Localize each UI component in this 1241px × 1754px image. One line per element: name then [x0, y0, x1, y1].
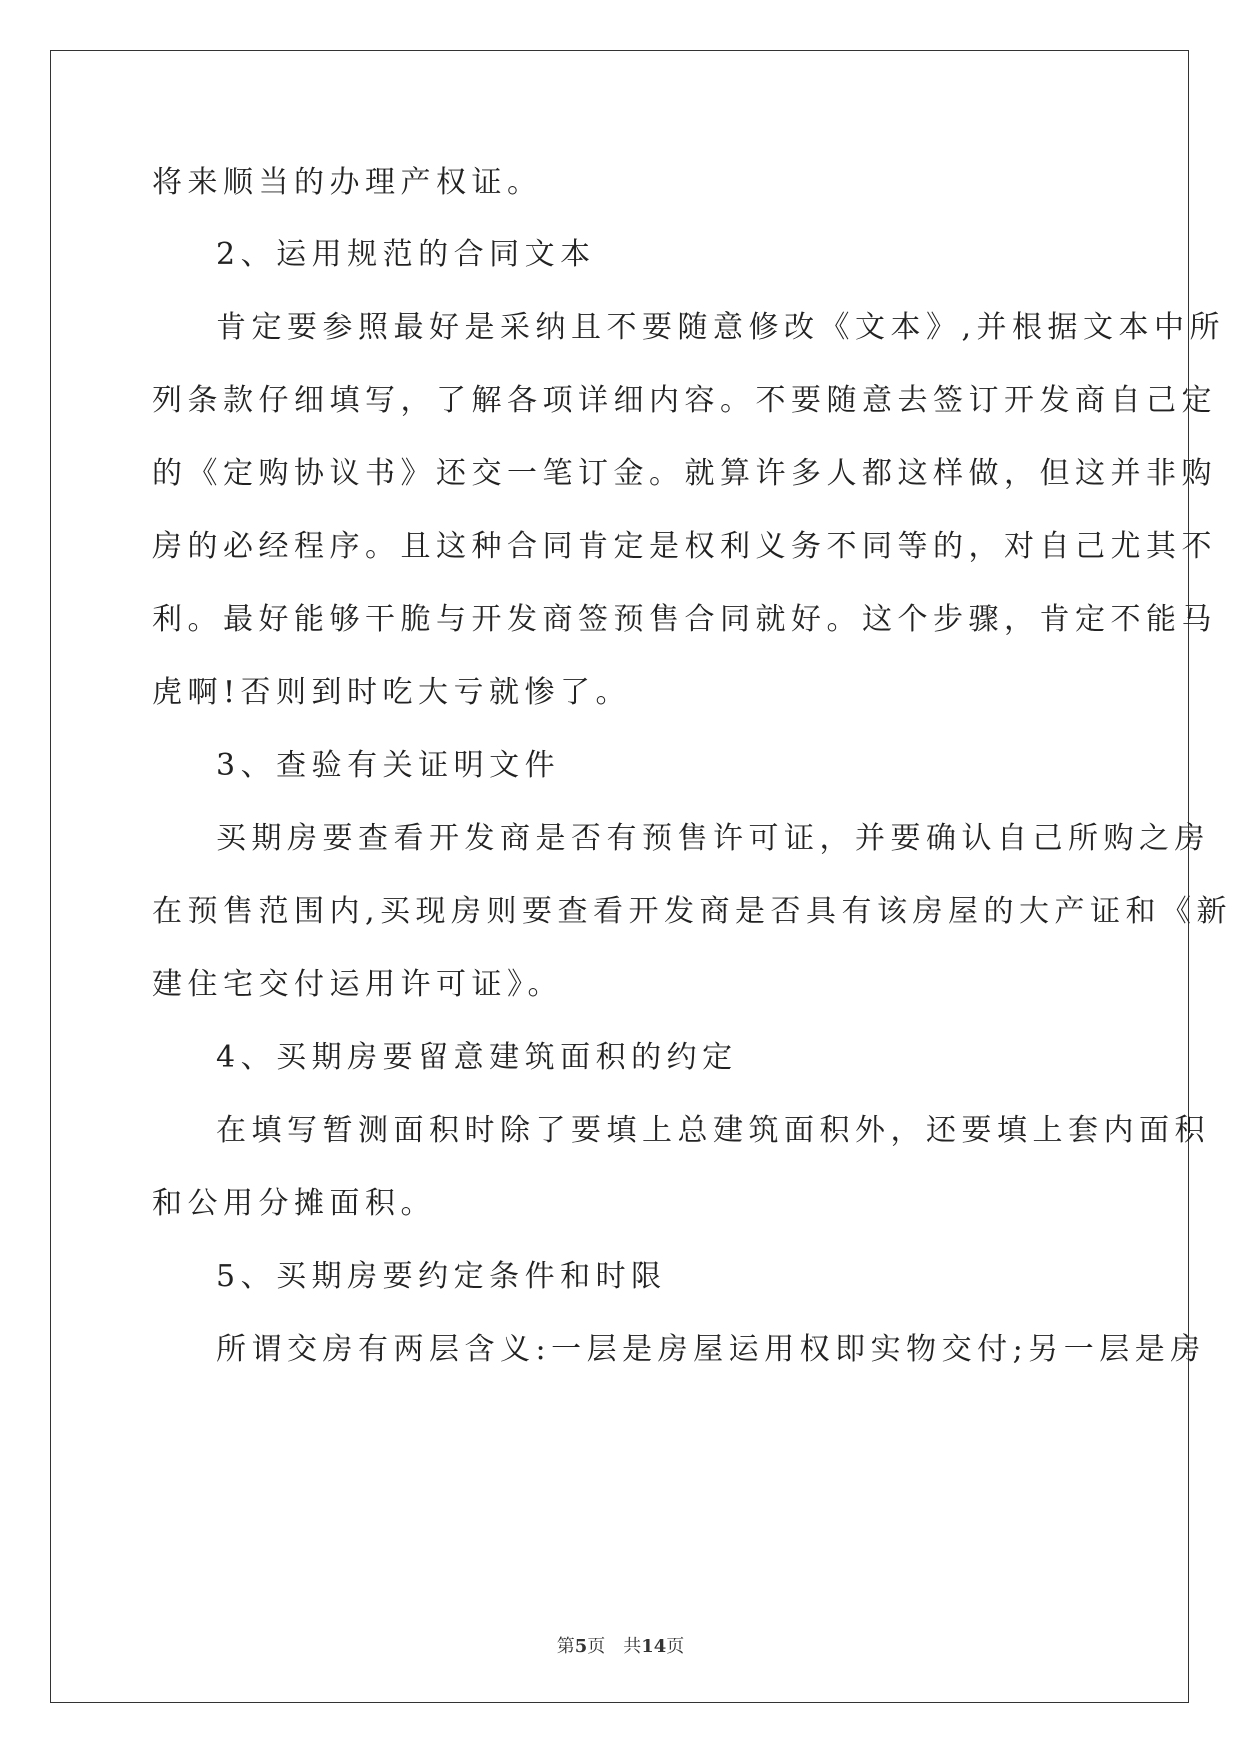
paragraph-line: 的《定购协议书》还交一笔订金。就算许多人都这样做，但这并非购 — [152, 456, 1217, 491]
section-heading-4: 4、买期房要留意建筑面积的约定 — [216, 1040, 738, 1075]
footer-middle: 页 共 — [587, 1636, 642, 1657]
paragraph-line: 买期房要查看开发商是否有预售许可证，并要确认自己所购之房 — [216, 821, 1210, 856]
page-border — [50, 50, 1189, 1703]
section-heading-2: 2、运用规范的合同文本 — [216, 237, 596, 272]
paragraph-line: 列条款仔细填写，了解各项详细内容。不要随意去签订开发商自己定 — [152, 383, 1217, 418]
paragraph-line: 和公用分摊面积。 — [152, 1186, 436, 1221]
current-page-number: 5 — [574, 1636, 588, 1657]
page-footer — [0, 1632, 1241, 1658]
section-heading-5: 5、买期房要约定条件和时限 — [216, 1259, 667, 1294]
paragraph-line: 利。最好能够干脆与开发商签预售合同就好。这个步骤，肯定不能马 — [152, 602, 1217, 637]
body-text-line: 将来顺当的办理产权证。 — [152, 165, 543, 200]
paragraph-line: 肯定要参照最好是采纳且不要随意修改《文本》,并根据文本中所 — [216, 310, 1226, 345]
section-heading-3: 3、查验有关证明文件 — [216, 748, 561, 783]
paragraph-line: 在填写暂测面积时除了要填上总建筑面积外，还要填上套内面积 — [216, 1113, 1210, 1148]
paragraph-line: 建住宅交付运用许可证》。 — [152, 967, 563, 1002]
paragraph-line: 虎啊!否则到时吃大亏就惨了。 — [152, 675, 632, 710]
footer-suffix: 页 — [666, 1636, 685, 1657]
total-pages-number: 14 — [641, 1636, 667, 1657]
paragraph-line: 所谓交房有两层含义:一层是房屋运用权即实物交付;另一层是房 — [216, 1332, 1206, 1367]
footer-prefix: 第 — [556, 1636, 575, 1657]
paragraph-line: 在预售范围内,买现房则要查看开发商是否具有该房屋的大产证和《新 — [152, 894, 1233, 929]
paragraph-line: 房的必经程序。且这种合同肯定是权利义务不同等的，对自己尤其不 — [152, 529, 1217, 564]
